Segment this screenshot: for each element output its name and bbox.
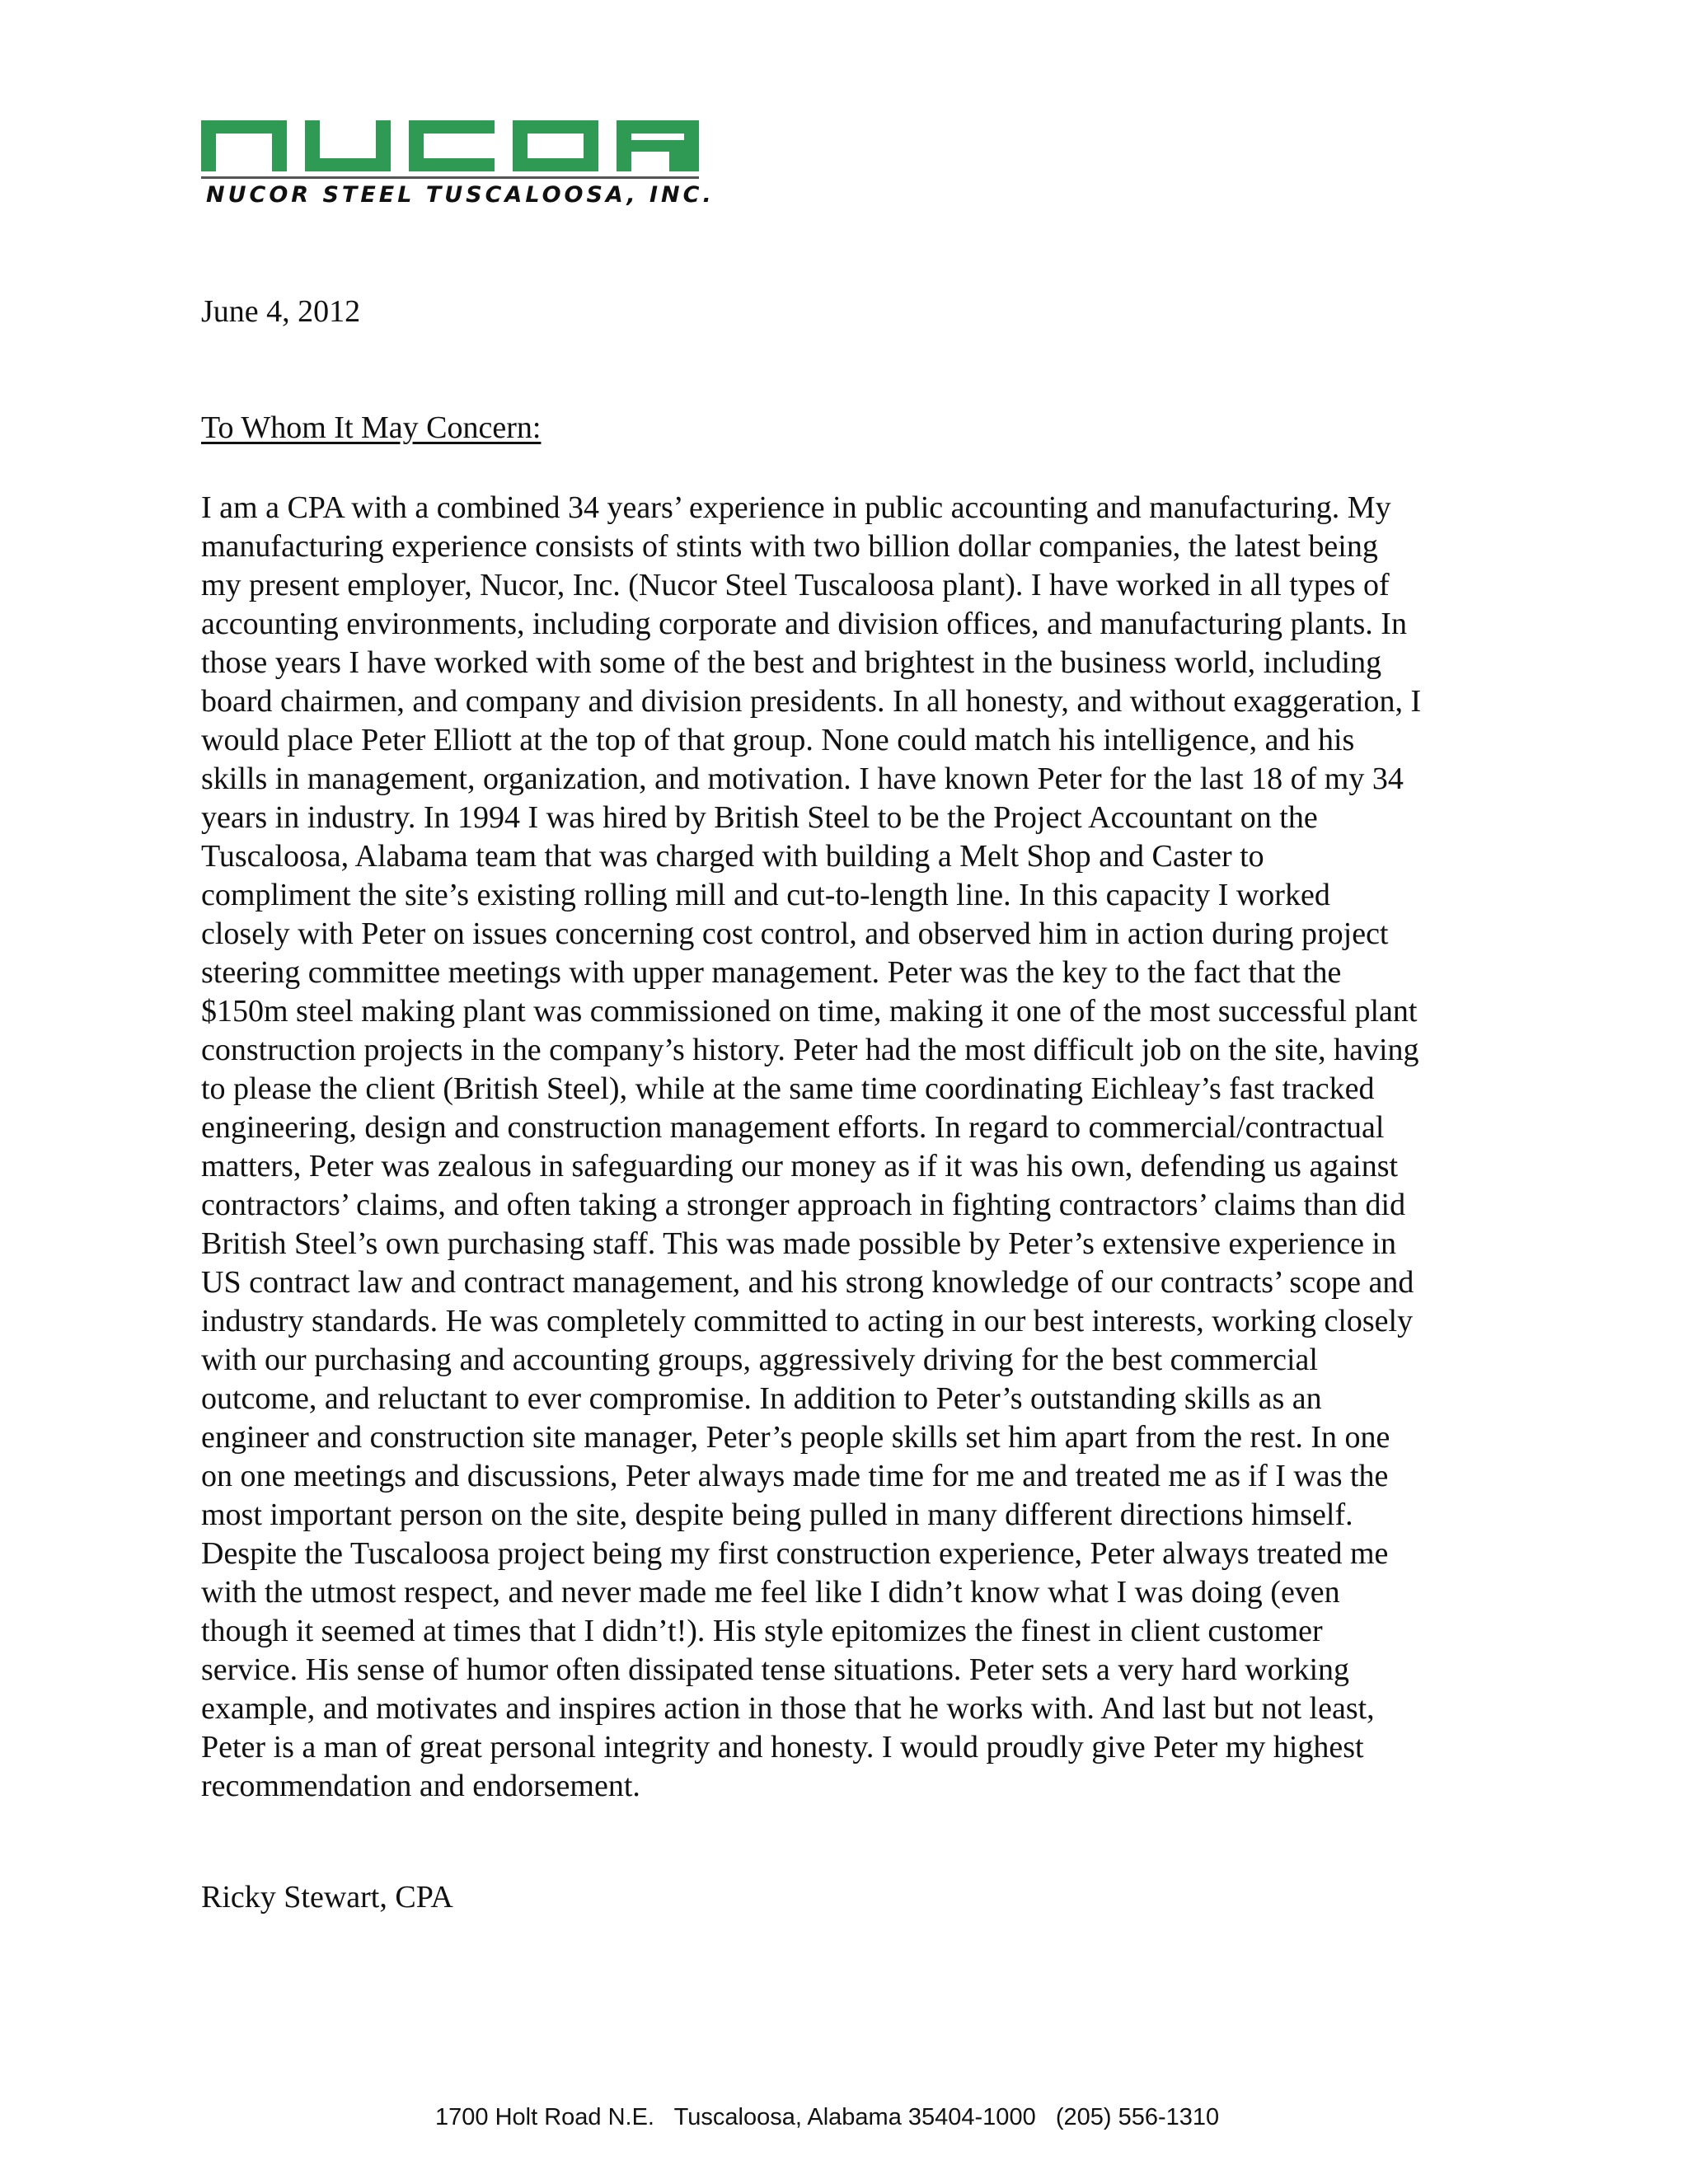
body-line: compliment the site’s existing rolling mill and cut-to-length line. In this capacity I worked (201, 878, 1330, 912)
body-line: outcome, and reluctant to ever compromise. In addition to Peter’s outstanding skills as an (201, 1381, 1322, 1416)
body-line: board chairmen, and company and division presidents. In all honesty, and without exaggeration, I (201, 684, 1422, 719)
body-line: construction projects in the company’s history. Peter had the most difficult job on the site, having (201, 1033, 1419, 1067)
body-line: most important person on the site, despite being pulled in many different directions himself. (201, 1497, 1353, 1532)
body-line: US contract law and contract management, and his strong knowledge of our contracts’ scope and (201, 1265, 1414, 1300)
body-line: though it seemed at times that I didn’t!). His style epitomizes the finest in client customer (201, 1614, 1323, 1648)
signature-name: Ricky Stewart, CPA (201, 1880, 453, 1915)
body-line: steering committee meetings with upper management. Peter was the key to the fact that the (201, 955, 1342, 990)
body-line: Tuscaloosa, Alabama team that was charged with building a Melt Shop and Caster to (201, 839, 1264, 874)
body-line: contractors’ claims, and often taking a stronger approach in fighting contractors’ claims than did (201, 1188, 1406, 1222)
body-line: service. His sense of humor often dissipated tense situations. Peter sets a very hard working (201, 1652, 1350, 1687)
salutation: To Whom It May Concern: (201, 410, 542, 445)
body-line: accounting environments, including corporate and division offices, and manufacturing plants. In (201, 607, 1407, 641)
body-line: those years I have worked with some of the best and brightest in the business world, including (201, 645, 1382, 680)
body-line: years in industry. In 1994 I was hired by British Steel to be the Project Accountant on the (201, 800, 1318, 835)
body-line: my present employer, Nucor, Inc. (Nucor Steel Tuscaloosa plant). I have worked in all types of (201, 568, 1390, 602)
body-line: I am a CPA with a combined 34 years’ experience in public accounting and manufacturing. My (201, 490, 1391, 525)
letter-body (201, 489, 1503, 1806)
letter-date: June 4, 2012 (201, 294, 361, 329)
body-line: on one meetings and discussions, Peter always made time for me and treated me as if I was the (201, 1459, 1389, 1493)
body-line: industry standards. He was completely committed to acting in our best interests, working closely (201, 1304, 1414, 1338)
body-line: Despite the Tuscaloosa project being my first construction experience, Peter always treated me (201, 1536, 1389, 1571)
subsidiary-name: NUCOR STEEL TUSCALOOSA, INC. (206, 182, 715, 208)
body-line: British Steel’s own purchasing staff. This was made possible by Peter’s extensive experience in (201, 1226, 1397, 1261)
body-line: example, and motivates and inspires action in those that he works with. And last but not least, (201, 1691, 1375, 1726)
body-line: would place Peter Elliott at the top of that group. None could match his intelligence, and his (201, 723, 1355, 757)
nucor-logo-graphic (201, 120, 704, 180)
nucor-logo (201, 120, 704, 180)
body-line: with the utmost respect, and never made me feel like I didn’t know what I was doing (even (201, 1575, 1340, 1610)
body-line: Peter is a man of great personal integrity and honesty. I would proudly give Peter my highest (201, 1730, 1364, 1765)
body-line: closely with Peter on issues concerning cost control, and observed him in action during project (201, 916, 1389, 951)
body-line: with our purchasing and accounting groups, aggressively driving for the best commercial (201, 1343, 1318, 1377)
body-line: engineering, design and construction management efforts. In regard to commercial/contractual (201, 1110, 1385, 1145)
body-line: to please the client (British Steel), while at the same time coordinating Eichleay’s fast tracked (201, 1071, 1375, 1106)
body-line: $150m steel making plant was commissioned on time, making it one of the most successful plant (201, 994, 1418, 1029)
footer-address: 1700 Holt Road N.E. Tuscaloosa, Alabama 35404-1000 (205) 556-1310 (435, 2104, 1220, 2130)
body-line: recommendation and endorsement. (201, 1769, 640, 1803)
body-line: manufacturing experience consists of stints with two billion dollar companies, the latest being (201, 529, 1378, 564)
body-line: matters, Peter was zealous in safeguarding our money as if it was his own, defending us against (201, 1149, 1399, 1183)
body-line: engineer and construction site manager, Peter’s people skills set him apart from the rest. In one (201, 1420, 1390, 1455)
body-line: skills in management, organization, and motivation. I have known Peter for the last 18 of my 34 (201, 762, 1404, 796)
